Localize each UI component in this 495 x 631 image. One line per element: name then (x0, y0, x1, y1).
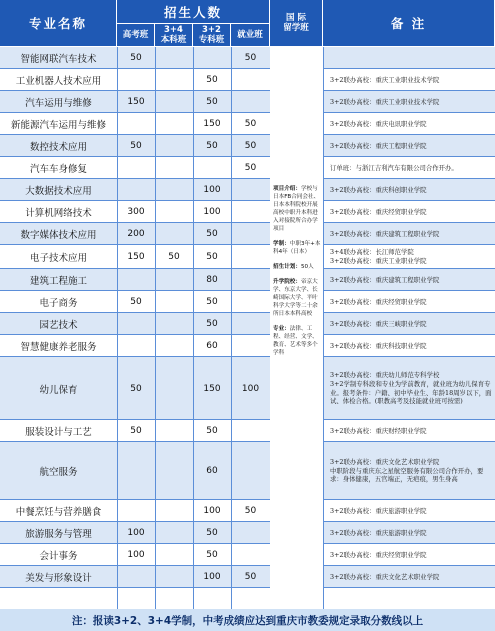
count-gaokao: 50 (130, 297, 142, 307)
column-divider (323, 47, 324, 609)
count-z32: 50 (206, 426, 218, 436)
count-job (231, 544, 270, 566)
count-gaokao (117, 157, 155, 179)
count-gaokao: 150 (127, 252, 145, 262)
count-gaokao: 100 (127, 528, 145, 538)
intl-school-title: 升学院校： (273, 279, 301, 285)
count-z32: 50 (206, 550, 218, 560)
remark: 3+2联办高校：重庆工程职业学院 (330, 141, 427, 150)
column-divider (155, 47, 156, 609)
header-3plus2: 3+2 专科班 (193, 24, 231, 47)
count-job (231, 420, 270, 442)
remark: 3+2联办高校：重庆财经职业学院 (330, 426, 427, 435)
major-name: 智能网联汽车技术 (20, 54, 97, 65)
intl-project-text: 学校与日本FB合同会社、日本本科院校开展高校中职升本科进入对接院所合办学项目 (273, 186, 320, 232)
remark: 3+2联办高校：重庆工业职业技术学院 (330, 75, 440, 84)
count-z32 (193, 157, 231, 179)
count-b34 (155, 179, 193, 201)
intl-major-title: 专业： (273, 326, 290, 332)
count-b34 (155, 442, 193, 500)
count-z32: 50 (206, 141, 218, 151)
intl-system-text: 中职3年+本科4年（日本） (273, 241, 321, 255)
intl-major-text: 法律、工程、经营、文学、教育、艺术等多个学科 (273, 326, 318, 356)
count-z32: 50 (206, 229, 218, 239)
footer-note: 注：报读3+2、3+4学制，中考成绩应达到重庆市教委规定录取分数线以上 (0, 609, 495, 631)
count-job (231, 245, 270, 269)
count-gaokao: 100 (127, 550, 145, 560)
remark: 3+2联办高校：重庆经贸职业学院 (330, 550, 427, 559)
major-name: 旅游服务与管理 (25, 529, 92, 540)
count-job: 50 (244, 572, 257, 582)
count-gaokao (117, 113, 155, 135)
intl-program-info (270, 47, 323, 609)
count-b34 (155, 335, 193, 357)
count-gaokao (117, 335, 155, 357)
count-job: 100 (241, 383, 260, 394)
count-z32: 50 (206, 528, 218, 538)
count-z32 (193, 47, 231, 69)
count-gaokao: 50 (130, 141, 142, 151)
remark: 3+2联办高校：重庆科创职业学院 (330, 185, 427, 194)
major-name: 智慧健康养老服务 (20, 342, 97, 353)
major-name: 数字媒体技术应用 (20, 230, 97, 241)
count-job (231, 179, 270, 201)
count-gaokao: 50 (130, 426, 142, 436)
major-name: 航空服务 (39, 467, 78, 478)
count-z32: 100 (203, 207, 221, 217)
count-b34 (155, 47, 193, 69)
intl-system-title: 学制： (273, 241, 290, 247)
remark: 3+2联办高校：重庆工业职业技术学院 (330, 97, 440, 106)
remark: 3+4联办高校：长江师范学院 3+2联办高校：重庆工业职业学院 (330, 248, 427, 265)
count-job: 50 (244, 53, 257, 63)
count-gaokao: 200 (127, 229, 145, 239)
major-name: 园艺技术 (39, 320, 78, 331)
count-b34 (155, 201, 193, 223)
count-gaokao (117, 69, 155, 91)
count-b34 (155, 157, 193, 179)
count-job: 50 (244, 163, 257, 173)
major-name: 美发与形象设计 (25, 573, 92, 584)
column-divider (117, 47, 118, 609)
row-divider (0, 587, 495, 588)
count-gaokao (117, 566, 155, 588)
count-gaokao (117, 269, 155, 291)
major-name: 电子商务 (39, 298, 78, 309)
count-z32: 150 (203, 119, 221, 129)
count-job (231, 442, 270, 500)
count-gaokao (117, 442, 155, 500)
remark: 3+2联办高校：重庆文化艺术职业学院 中职阶段与重庆东之星航空服务有限公司合作开办，要求：身体健康，五官端正，无疤痕，男生身高 (330, 458, 484, 484)
count-z32: 100 (203, 185, 221, 195)
remark: 3+2联办高校：重庆旅游职业学院 (330, 528, 427, 537)
count-z32: 50 (206, 297, 218, 307)
major-name: 幼儿保育 (39, 384, 78, 396)
count-b34 (155, 420, 193, 442)
remark: 3+2联办高校：重庆电讯职业学院 (330, 119, 427, 128)
count-z32: 150 (203, 383, 221, 394)
count-z32: 80 (206, 275, 218, 285)
header-3plus4: 3+4 本科班 (155, 24, 193, 47)
intl-school-text: 帝京大学、东京大学、长崎国际大学、平叶科学大学等二十余所日本本科高校 (273, 279, 318, 317)
header-gaokao: 高考班 (117, 24, 155, 47)
count-gaokao (117, 179, 155, 201)
major-name: 电子技术应用 (29, 253, 87, 264)
count-job: 50 (244, 141, 257, 151)
count-job (231, 335, 270, 357)
major-name: 数控技术应用 (29, 142, 87, 153)
count-z32: 50 (206, 97, 218, 107)
count-b34: 50 (168, 252, 180, 262)
major-name: 汽车车身修复 (29, 164, 87, 175)
intl-project-title: 项目介绍： (273, 186, 301, 192)
major-name: 会计事务 (39, 551, 78, 562)
count-job (231, 269, 270, 291)
remark: 3+2联办高校：重庆三峡职业学院 (330, 319, 427, 328)
count-job (231, 291, 270, 313)
header-job: 就业班 (231, 24, 270, 47)
remark: 订单班：与浙江吉利汽车有限公司合作开办。 (330, 163, 458, 172)
count-job (231, 69, 270, 91)
remark: 3+2联办高校：重庆建筑工程职业学院 (330, 275, 440, 284)
count-b34 (155, 313, 193, 335)
count-b34 (155, 500, 193, 522)
count-z32: 60 (206, 341, 218, 351)
count-b34 (155, 113, 193, 135)
remark: 3+2联办高校：重庆经贸职业学院 (330, 297, 427, 306)
count-job (231, 223, 270, 245)
count-gaokao (117, 313, 155, 335)
count-gaokao (117, 500, 155, 522)
count-z32: 100 (203, 506, 221, 516)
header-major: 专业名称 (0, 0, 117, 47)
count-job (231, 522, 270, 544)
major-name: 大数据技术应用 (25, 186, 92, 197)
count-z32: 100 (203, 572, 221, 582)
remark (326, 47, 492, 69)
count-z32: 50 (206, 75, 218, 85)
major-name: 新能源汽车运用与维修 (10, 120, 106, 131)
major-name: 计算机网络技术 (25, 208, 92, 219)
count-b34 (155, 135, 193, 157)
remark: 3+2联办高校：重庆幼儿师范专科学校 3+2学制专科段和专业为学前教育，就业班为幼儿保育专业。报考条件：户籍、初中毕业生、年龄18周岁以下，面试、体检合格。(职教高考及技能就业班可按需) (330, 371, 492, 406)
count-b34 (155, 223, 193, 245)
count-gaokao: 150 (127, 97, 145, 107)
intl-plan-text: 50人 (300, 264, 314, 270)
major-name: 中餐烹饪与营养膳食 (15, 507, 102, 518)
column-divider (231, 47, 232, 609)
count-job: 50 (244, 119, 257, 129)
count-job (231, 313, 270, 335)
count-job (231, 201, 270, 223)
count-b34 (155, 544, 193, 566)
count-job (231, 91, 270, 113)
count-gaokao: 50 (130, 53, 142, 63)
major-name: 建筑工程施工 (29, 276, 87, 287)
remark: 3+2联办高校：重庆建筑工程职业学院 (330, 229, 440, 238)
header-intl: 国 际 留学班 (270, 0, 323, 47)
count-z32: 60 (206, 466, 218, 476)
count-job: 50 (244, 506, 257, 516)
remark: 3+2联办高校：重庆文化艺术职业学院 (330, 572, 440, 581)
major-name: 工业机器人技术应用 (15, 76, 102, 87)
intl-plan-title: 招生计划： (273, 264, 301, 270)
major-name: 服装设计与工艺 (25, 427, 92, 438)
count-b34 (155, 566, 193, 588)
header-remarks: 备 注 (323, 0, 495, 47)
remark: 3+2联办高校：重庆经贸职业学院 (330, 207, 427, 216)
header-enroll: 招生人数 (117, 0, 270, 24)
remark: 3+2联办高校：重庆旅游职业学院 (330, 506, 427, 515)
remark: 3+2联办高校：重庆科技职业学院 (330, 341, 427, 350)
count-z32: 50 (206, 252, 218, 262)
count-b34 (155, 522, 193, 544)
column-divider (193, 47, 194, 609)
count-gaokao: 50 (130, 383, 142, 394)
count-b34 (155, 357, 193, 420)
count-gaokao: 300 (127, 207, 145, 217)
count-b34 (155, 69, 193, 91)
count-z32: 50 (206, 319, 218, 329)
count-b34 (155, 91, 193, 113)
major-name: 汽车运用与维修 (25, 98, 92, 109)
count-b34 (155, 291, 193, 313)
count-b34 (155, 269, 193, 291)
